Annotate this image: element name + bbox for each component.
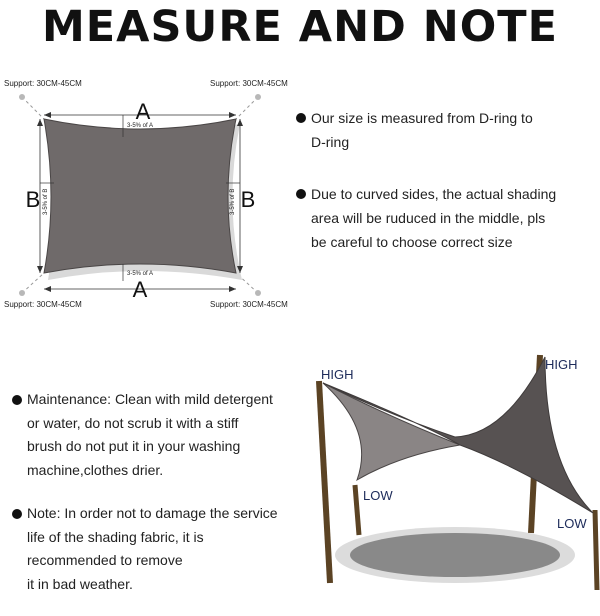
pole-high-left — [319, 381, 330, 583]
support-dot-top-left — [19, 94, 25, 100]
support-dot-bottom-right — [255, 290, 261, 296]
note-line: Maintenance: Clean with mild detergent — [27, 391, 273, 407]
installation-illustration — [305, 345, 600, 600]
note-line: Our size is measured from D-ring to — [311, 110, 533, 126]
high-left-label: HIGH — [321, 367, 354, 382]
sag-b-label-right: 3-5% of B — [230, 188, 236, 215]
note-line: or water, do not scrub it with a stiff — [27, 414, 239, 431]
side-b-label-left: B — [25, 187, 41, 212]
side-a-label-bottom: A — [132, 277, 148, 302]
measurement-diagram — [0, 75, 300, 315]
sag-a-label-top: 3-5% of A — [127, 123, 154, 129]
care-notes — [12, 388, 312, 616]
side-b-label-right: B — [240, 187, 256, 212]
note-line: it in bad weather. — [27, 575, 133, 592]
measure-notes — [296, 106, 596, 274]
support-dot-top-right — [255, 94, 261, 100]
bullet-dot — [296, 113, 306, 123]
pole-low-left — [355, 485, 359, 535]
note-measured-from — [296, 106, 596, 154]
note-line: recommended to remove — [27, 552, 183, 568]
note-line: area will be ruduced in the middle, pls — [311, 210, 546, 226]
bullet-dot — [296, 189, 306, 199]
page-title: MEASURE AND NOTE — [42, 2, 558, 52]
sag-a-label-bottom: 3-5% of A — [127, 271, 154, 277]
note-maintenance — [12, 388, 312, 482]
note-bad-weather — [12, 502, 312, 596]
bullet-dot — [12, 509, 22, 519]
bullet-dot — [12, 395, 22, 405]
side-a-label-top: A — [135, 99, 151, 124]
low-right-label: LOW — [557, 516, 587, 531]
note-line: be careful to choose correct size — [311, 234, 513, 250]
note-line: Due to curved sides, the actual shading — [311, 186, 557, 202]
note-curved-sides — [296, 182, 596, 254]
low-left-label: LOW — [363, 488, 393, 503]
support-label-bottom-right: Support: 30CM-45CM — [210, 300, 288, 309]
high-right-label: HIGH — [545, 357, 578, 372]
support-label-bottom-left: Support: 30CM-45CM — [4, 300, 82, 309]
note-line: machine,clothes drier. — [27, 461, 164, 478]
support-label-top-left: Support: 30CM-45CM — [4, 79, 82, 88]
pole-low-right — [595, 510, 597, 590]
shade-sail-rectangle — [44, 119, 236, 273]
note-line: brush do not put it in your washing — [27, 438, 241, 454]
support-label-top-right: Support: 30CM-45CM — [210, 79, 288, 88]
note-line: Note: In order not to damage the service — [27, 505, 278, 521]
support-dot-bottom-left — [19, 290, 25, 296]
sag-b-label-left: 3-5% of B — [43, 188, 49, 215]
note-line: D-ring — [311, 134, 350, 150]
note-line: life of the shading fabric, it is — [27, 528, 204, 545]
